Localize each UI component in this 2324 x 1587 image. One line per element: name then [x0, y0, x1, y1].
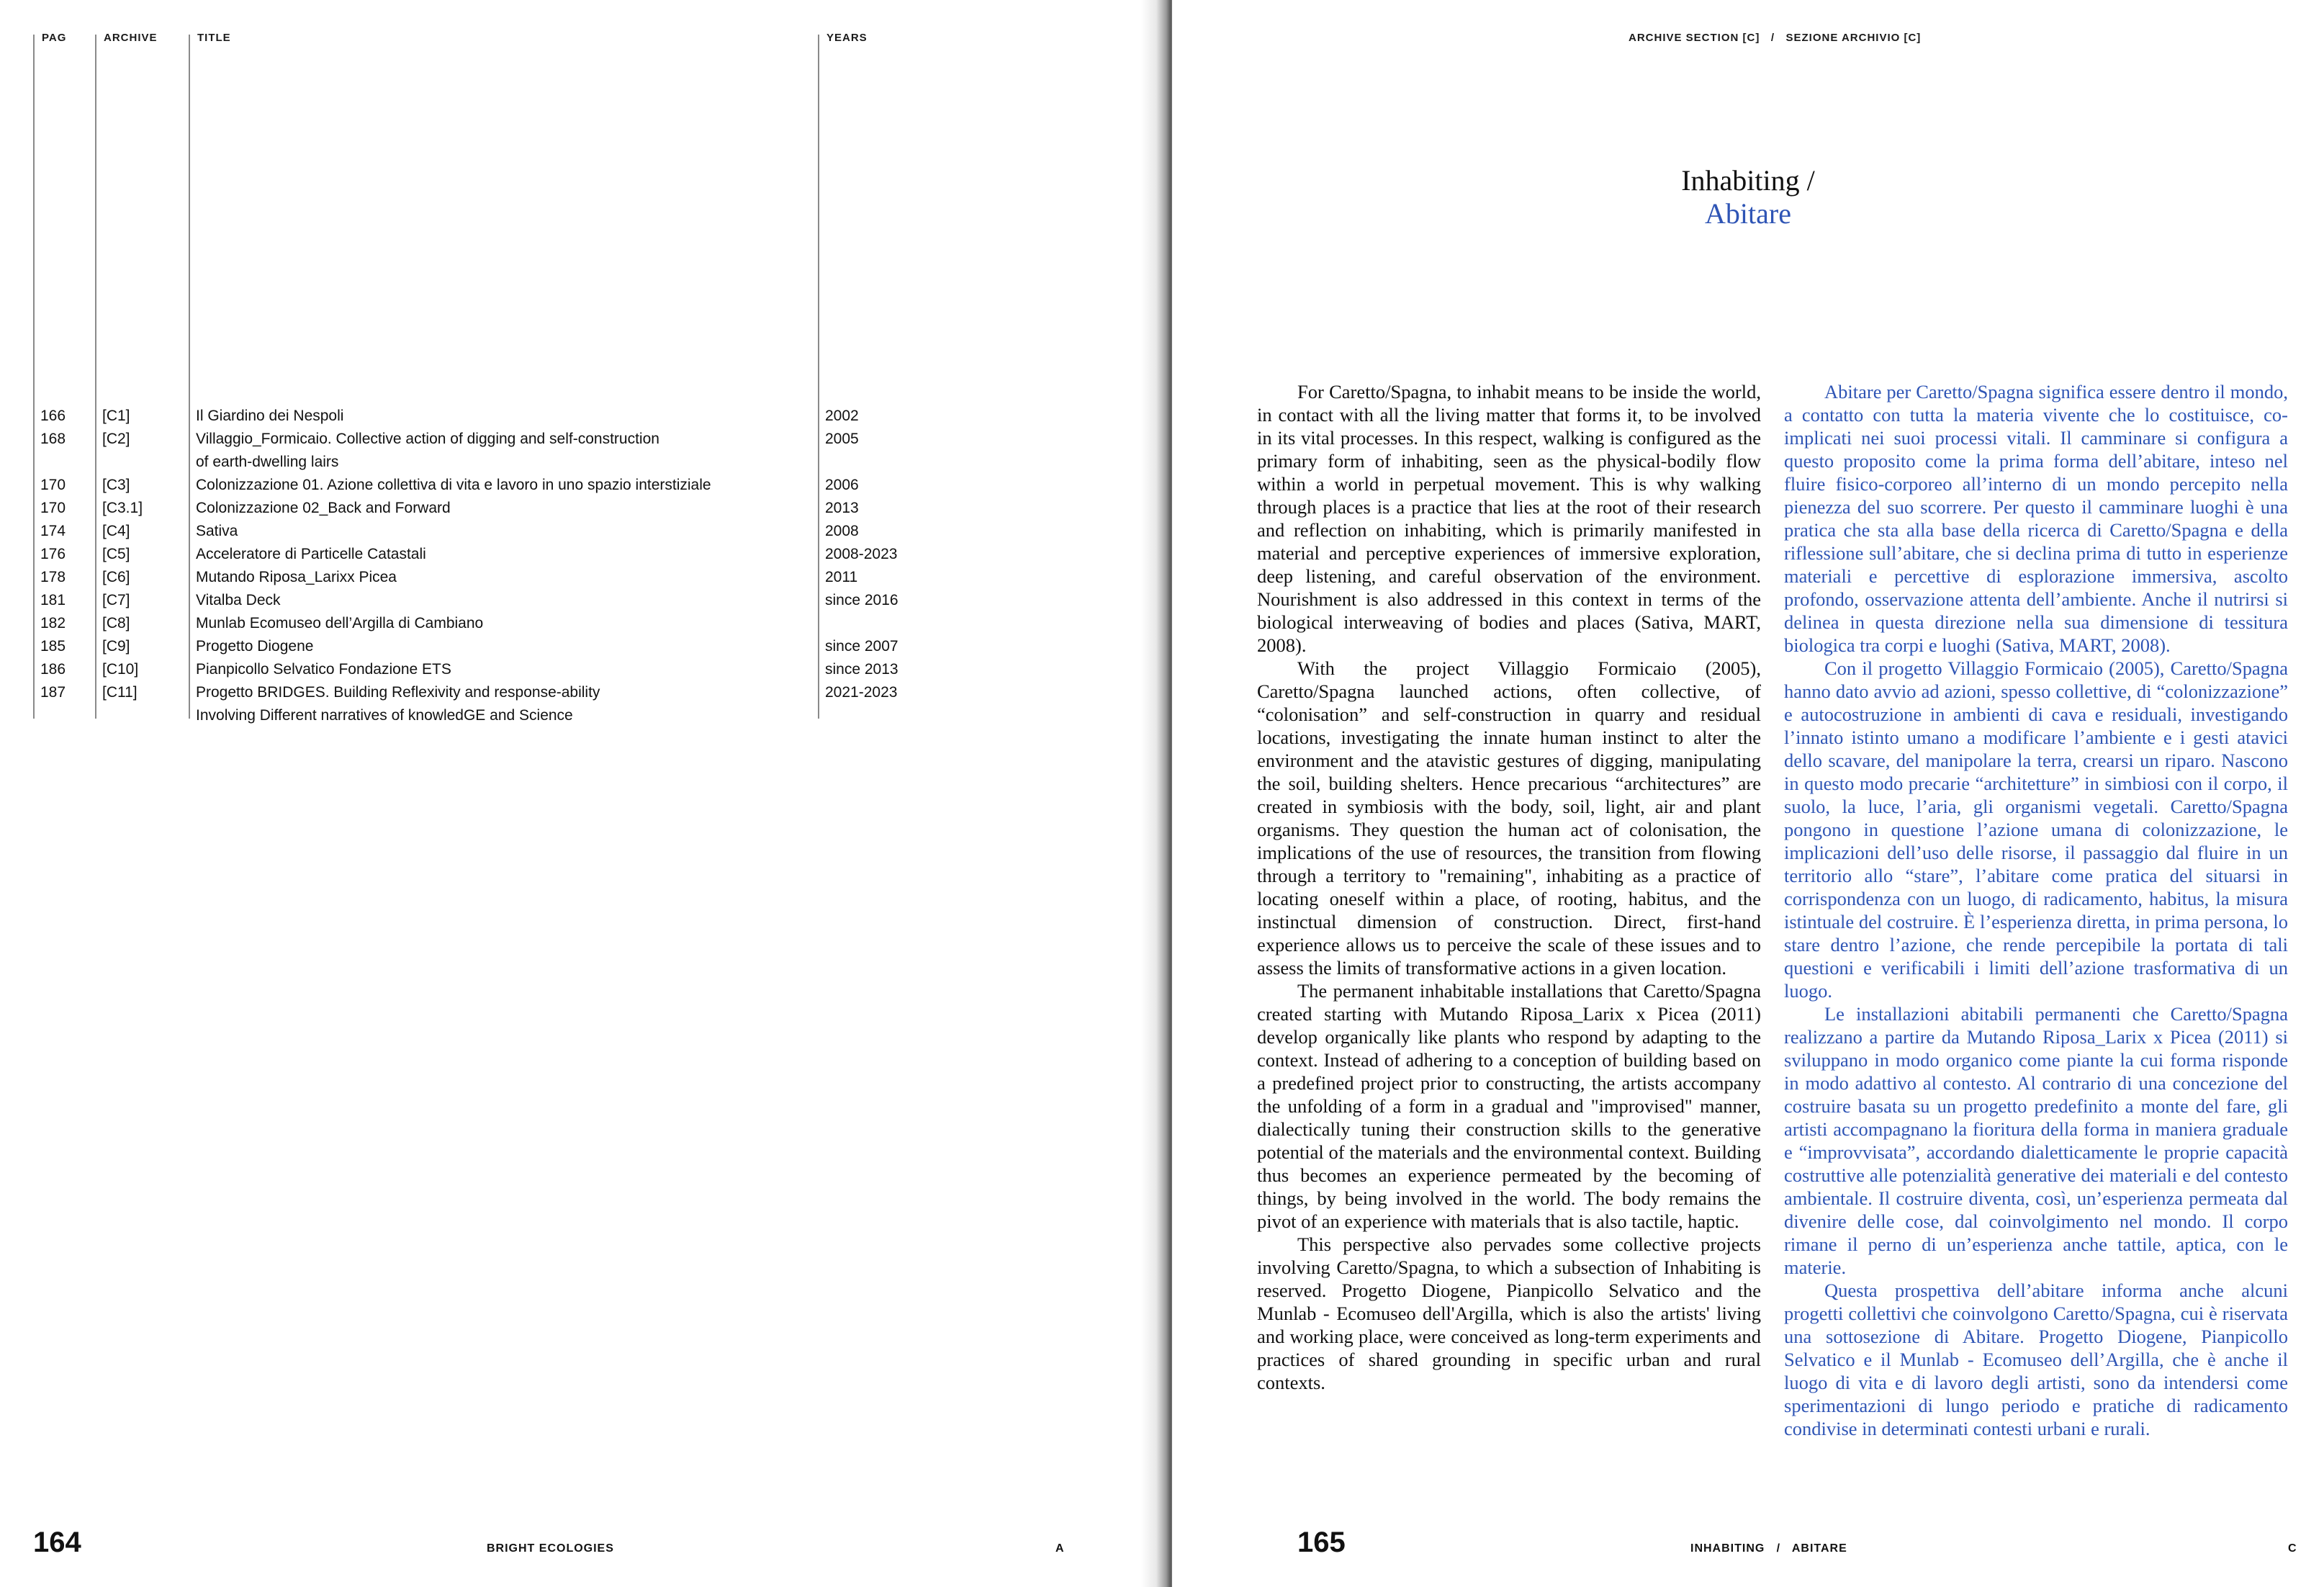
page-number-left: 164	[33, 1527, 81, 1558]
cell-archive: [C3.1]	[102, 500, 143, 516]
cell-years: 2008	[825, 523, 859, 539]
cell-pag: 170	[40, 500, 66, 516]
header-pag: PAG	[42, 32, 67, 44]
cell-archive: [C4]	[102, 523, 130, 539]
italian-paragraph: Abitare per Caretto/Spagna significa essere dentro il mondo, a contatto con tutta la materia vivente che lo costituisce, co-implicati nei suoi processi vitali. Il camminare si configura a questo proposito come la prima forma dell’abitare, inteso nel fluire fisico-corporeo all’interno di un mondo percepito nella pienezza del suo scorrere. Per questo il camminare luoghi è una pratica che sta alla base della ricerca di Caretto/Spagna e della riflessione sull’abitare, che si declina prima di tutto in esperienze materiali e percettive di esplorazione immersiva, ascolto profondo, osservazione attenta dell’ambiente. Anche il nutrirsi si delinea in questa direzione nella sua dimensione di tessitura biologica tra corpi e luoghi (Sativa, MART, 2008).	[1784, 381, 2288, 656]
section-title	[1172, 164, 2324, 230]
english-paragraph: The permanent inhabitable installations that Caretto/Spagna created starting with Mutando Riposa_Larix x Picea (2011) develop organically like plants who respond by adapting to the context. Instead of adhering to a conception of building based on a predefined project prior to constructing, the artists accompany the unfolding of a form in a gradual and "improvised" manner, dialectically tuning their construction skills to the generative potential of the materials and the environmental context. Building thus becomes an experience permeated by the becoming of things, by being involved in the world. The body remains the pivot of an experience with materials that is also tactile, haptic.	[1257, 980, 1761, 1232]
cell-title: Involving Different narratives of knowledGE and Science	[196, 707, 573, 724]
cell-years: 2011	[825, 569, 858, 585]
cell-years: since 2016	[825, 592, 898, 608]
cell-pag: 178	[40, 569, 66, 585]
cell-archive: [C11]	[102, 684, 138, 701]
cell-archive: [C2]	[102, 431, 130, 447]
english-column	[1257, 380, 1761, 1394]
title-italian: Abitare	[1705, 197, 1791, 230]
footer-book-title: BRIGHT ECOLOGIES	[487, 1542, 614, 1555]
cell-years: 2005	[825, 431, 859, 447]
cell-pag: 182	[40, 615, 66, 631]
cell-archive: [C10]	[102, 661, 139, 678]
italian-paragraph: Le installazioni abitabili permanenti che Caretto/Spagna realizzano a partire da Mutando Riposa_Larix x Picea (2011) si sviluppano in modo organico come piante la cui forma risponde in modo adattivo al contesto. Al contrario di una concezione del costruire basata su un progetto predefinito a monte del fare, gli artisti accompagnano la fioritura della forma in maniera graduale e “improvvisata”, accordando dialetticamente le proprie capacità costruttive alle potenzialità generative dei materiali e del contesto ambientale. Il costruire diventa, così, un’esperienza permeata dal divenire delle cose, dal coinvolgimento nel mondo. Il corpo rimane il perno di un’esperienza anche tattile, aptica, con le materie.	[1784, 1003, 2288, 1278]
english-paragraph: With the project Villaggio Formicaio (2005), Caretto/Spagna launched actions, often collective, of “colonisation” and self-construction in quarry and residual locations, investigating the innate human instinct to alter the environment and the atavistic gestures of digging, manipulating the soil, building shelters. Hence precarious “architectures” are created in symbiosis with the body, soil, light, air and plant organisms. They question the human act of colonisation, the implications of the use of resources, the transition from flowing through a territory to "remaining", inhabiting as a practice of locating oneself within a place, of rooting, habitus, and the instinctual dimension of construction. Direct, first-hand experience allows us to perceive the scale of these issues and to assess the limits of transformative actions in a given location.	[1257, 657, 1761, 979]
cell-title: Villaggio_Formicaio. Collective action of digging and self-construction	[196, 431, 659, 447]
cell-years: since 2007	[825, 638, 898, 655]
cell-title: of earth-dwelling lairs	[196, 454, 339, 470]
column-rule	[189, 35, 190, 719]
cell-pag: 186	[40, 661, 66, 678]
header-archive: ARCHIVE	[104, 32, 158, 44]
italian-paragraph: Con il progetto Villaggio Formicaio (2005), Caretto/Spagna hanno dato avvio ad azioni, spesso collettive, di “colonizzazione” e autocostruzione in ambienti di cava e residuali, investigando l’innato istinto umano a modificare l’ambiente e i gesti atavici dello scavare, del manipolare la terra, crearsi un riparo. Nascono in questo modo precarie “architetture” in simbiosi con il corpo, il suolo, la luce, l’aria, gli organismi vegetali. Caretto/Spagna pongono in questione l’azione umana di colonizzazione, le implicazioni dell’uso delle risorse, il passaggio dal fluire in un territorio allo “stare”, l’abitare come pratica del situarsi in corrispondenza con un luogo, di radicamento, habitus, la misura istintuale del costruire. È l’esperienza diretta, in prima persona, lo stare dentro l’azione, che rende percepibile la portata di tali questioni e verificabili i limiti dell’azione trasformativa di un luogo.	[1784, 657, 2288, 1002]
cell-title: Colonizzazione 01. Azione collettiva di vita e lavoro in uno spazio interstiziale	[196, 477, 711, 493]
footer-section-title: INHABITING / ABITARE	[1690, 1542, 1847, 1555]
cell-title: Acceleratore di Particelle Catastali	[196, 546, 426, 562]
running-head: ARCHIVE SECTION [C] / SEZIONE ARCHIVIO [C]	[1629, 32, 1922, 44]
cell-years: 2021-2023	[825, 684, 898, 701]
column-rule	[95, 35, 96, 719]
cell-archive: [C8]	[102, 615, 130, 631]
cell-archive: [C9]	[102, 638, 130, 655]
cell-pag: 166	[40, 408, 66, 424]
cell-pag: 176	[40, 546, 66, 562]
cell-title: Sativa	[196, 523, 238, 539]
cell-title: Munlab Ecomuseo dell’Argilla di Cambiano	[196, 615, 484, 631]
header-years: YEARS	[827, 32, 868, 44]
cell-archive: [C5]	[102, 546, 130, 562]
cell-pag: 185	[40, 638, 66, 655]
italian-paragraph: Questa prospettiva dell’abitare informa anche alcuni progetti collettivi che coinvolgono Caretto/Spagna, cui è riservata una sottosezione di Abitare. Progetto Diogene, Pianpicollo Selvatico e il Munlab - Ecomuseo dell’Argilla, che è anche il luogo di vita e di lavoro degli artisti, sono da intendersi come sperimentazioni di lungo periodo e pratiche di radicamento condivise in determinati contesti urbani e rurali.	[1784, 1280, 2288, 1439]
page-number-right: 165	[1297, 1527, 1346, 1558]
cell-years: since 2013	[825, 661, 898, 678]
cell-pag: 181	[40, 592, 66, 608]
italian-column	[1784, 380, 2288, 1440]
cell-title: Colonizzazione 02_Back and Forward	[196, 500, 451, 516]
cell-pag: 187	[40, 684, 66, 701]
footer-section-letter: C	[2288, 1542, 2297, 1555]
cell-years: 2002	[825, 408, 859, 424]
cell-pag: 170	[40, 477, 66, 493]
cell-title: Il Giardino dei Nespoli	[196, 408, 344, 424]
footer-section-letter: A	[1055, 1542, 1065, 1555]
column-rule	[33, 35, 35, 719]
title-english: Inhabiting /	[1681, 164, 1815, 197]
cell-title: Pianpicollo Selvatico Fondazione ETS	[196, 661, 451, 678]
cell-archive: [C7]	[102, 592, 130, 608]
column-rule	[818, 35, 819, 719]
cell-title: Mutando Riposa_Larixx Picea	[196, 569, 397, 585]
cell-title: Vitalba Deck	[196, 592, 281, 608]
cell-archive: [C3]	[102, 477, 130, 493]
cell-archive: [C1]	[102, 408, 130, 424]
cell-years: 2008-2023	[825, 546, 898, 562]
cell-title: Progetto Diogene	[196, 638, 314, 655]
right-page	[1172, 0, 2324, 1587]
cell-years: 2006	[825, 477, 859, 493]
cell-pag: 168	[40, 431, 66, 447]
english-paragraph: This perspective also pervades some collective projects involving Caretto/Spagna, to which a subsection of Inhabiting is reserved. Progetto Diogene, Pianpicollo Selvatico and the Munlab - Ecomuseo dell'Argilla, which is also the artists' living and working place, were conceived as long-term experiments and practices of shared grounding in specific urban and rural contexts.	[1257, 1233, 1761, 1393]
cell-pag: 174	[40, 523, 66, 539]
header-title: TITLE	[197, 32, 231, 44]
english-paragraph: For Caretto/Spagna, to inhabit means to be inside the world, in contact with all the living matter that forms it, to be involved in its vital processes. In this respect, walking is configured as the primary form of inhabiting, seen as the physical-bodily flow within a world in perpetual movement. This is why walking through places is a practice that lies at the root of their research and reflection on inhabiting, which is primarily manifested in material and perceptive experiences of immersive exploration, deep listening, and careful observation of the environment. Nourishment is also addressed in this context in terms of the biological interweaving of bodies and places (Sativa, MART, 2008).	[1257, 381, 1761, 656]
left-page	[0, 0, 1152, 1587]
cell-archive: [C6]	[102, 569, 130, 585]
cell-title: Progetto BRIDGES. Building Reflexivity and response-ability	[196, 684, 600, 701]
cell-years: 2013	[825, 500, 859, 516]
